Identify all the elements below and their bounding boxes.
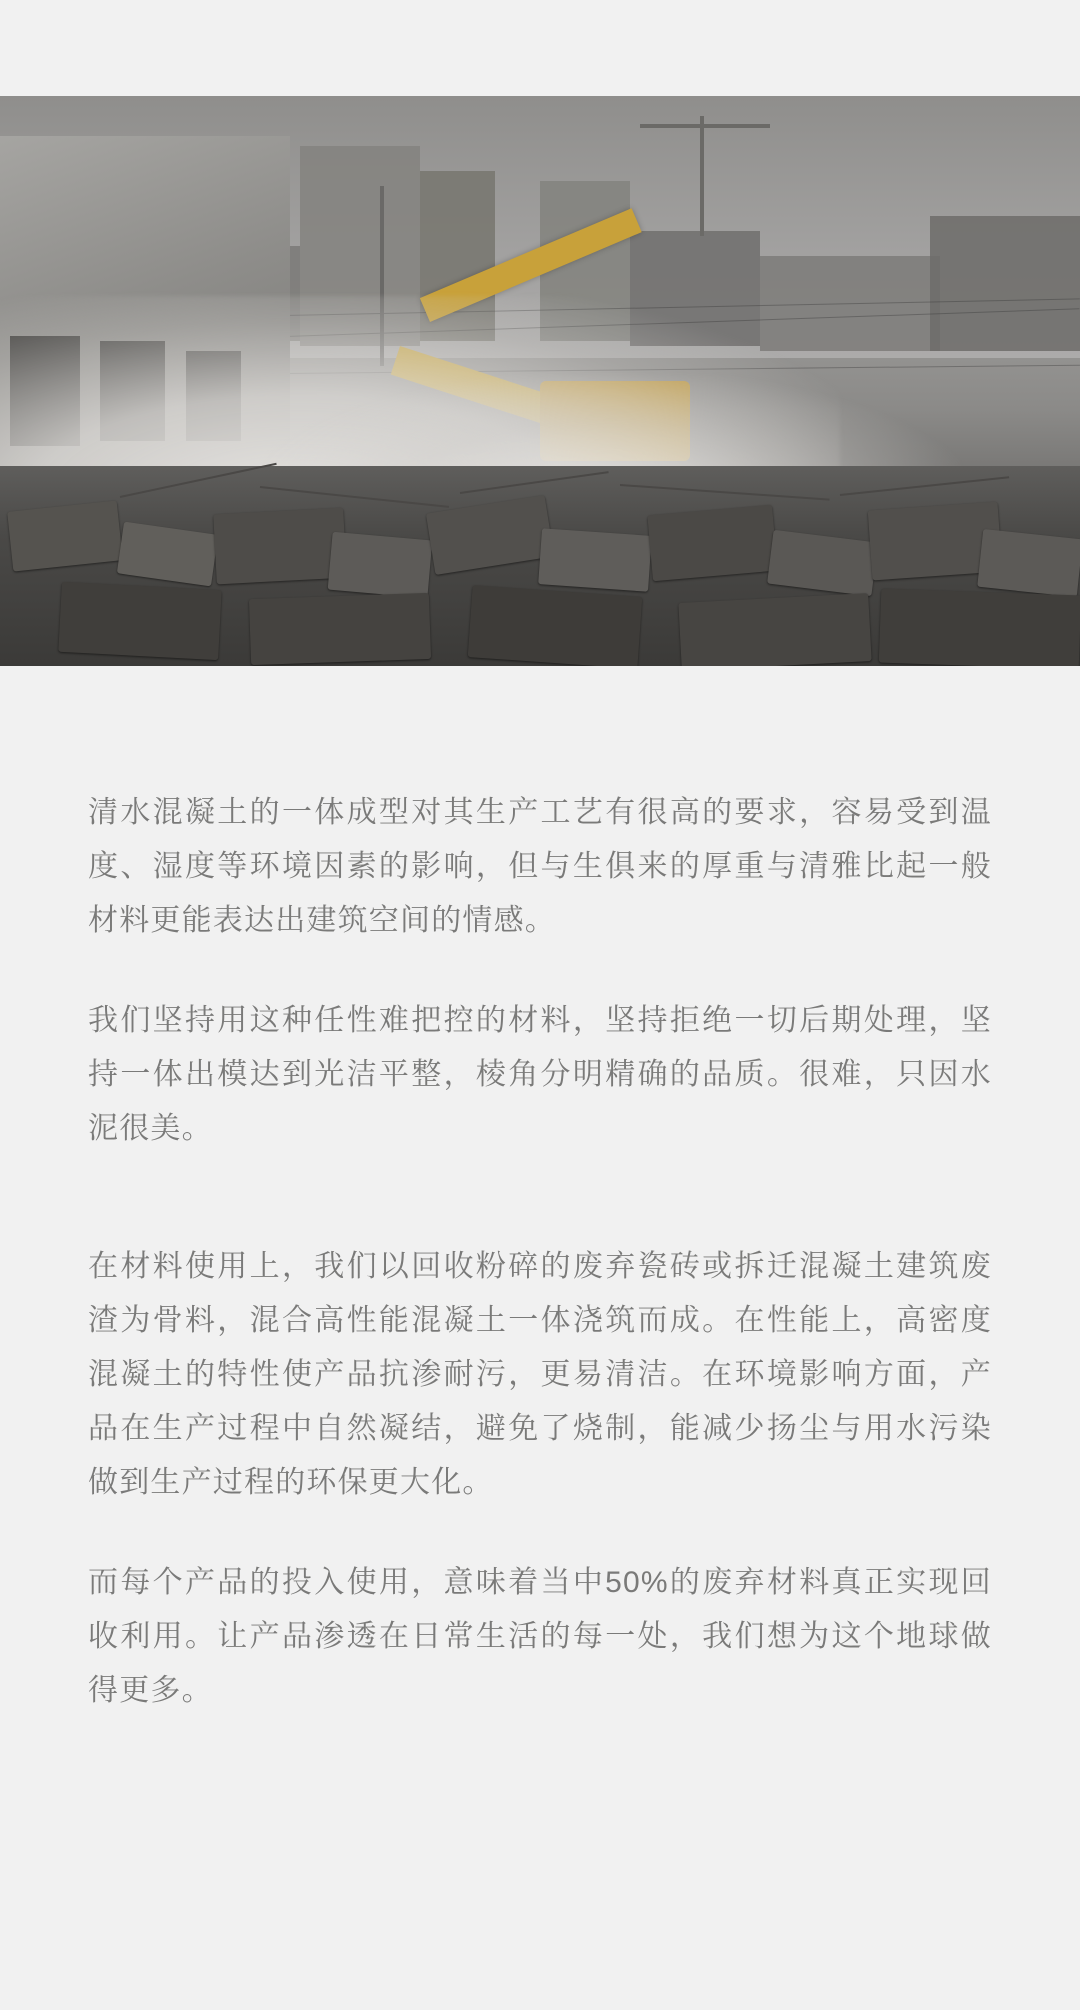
rubble-rock	[117, 522, 218, 587]
skyline-building	[930, 216, 1080, 351]
rubble-rock	[538, 528, 652, 592]
top-spacer	[0, 0, 1080, 96]
rubble-field	[0, 466, 1080, 666]
rebar-strand	[840, 476, 1009, 496]
rebar-strand	[260, 486, 449, 508]
rubble-rock	[7, 500, 123, 571]
rebar-strand	[620, 484, 830, 501]
tower-crane-mast	[700, 116, 704, 236]
paragraph: 我们坚持用这种任性难把控的材料，坚持拒绝一切后期处理，坚持一体出模达到光洁平整，棱角分明精确的品质。很难，只因水泥很美。	[88, 1004, 992, 1145]
rebar-strand	[120, 463, 277, 498]
rubble-rock	[468, 585, 643, 666]
rubble-rock	[678, 593, 871, 666]
article-body	[0, 666, 1080, 1858]
rubble-rock	[328, 532, 433, 598]
rubble-rock	[977, 529, 1080, 597]
paragraph: 而每个产品的投入使用，意味着当中50%的废弃材料真正实现回收利用。让产品渗透在日常生活的每一处，我们想为这个地球做得更多。	[88, 1566, 992, 1707]
rubble-rock	[767, 530, 878, 596]
rebar-strand	[460, 471, 609, 494]
rubble-rock	[249, 593, 431, 665]
rubble-rock	[213, 508, 346, 585]
tower-crane-jib	[640, 124, 770, 128]
rubble-rock	[647, 505, 777, 582]
rubble-rock	[58, 582, 221, 660]
paragraph: 在材料使用上，我们以回收粉碎的废弃瓷砖或拆迁混凝土建筑废渣为骨料，混合高性能混凝土一体浇筑而成。在性能上，高密度混凝土的特性使产品抗渗耐污，更易清洁。在环境影响方面，产品在生产过程中自然凝结，避免了烧制，能减少扬尘与用水污染做到生产过程的环保更大化。	[88, 1250, 992, 1499]
rubble-rock	[879, 589, 1080, 666]
hero-image	[0, 96, 1080, 666]
paragraph: 清水混凝土的一体成型对其生产工艺有很高的要求，容易受到温度、湿度等环境因素的影响，但与生俱来的厚重与清雅比起一般材料更能表达出建筑空间的情感。	[88, 796, 992, 937]
